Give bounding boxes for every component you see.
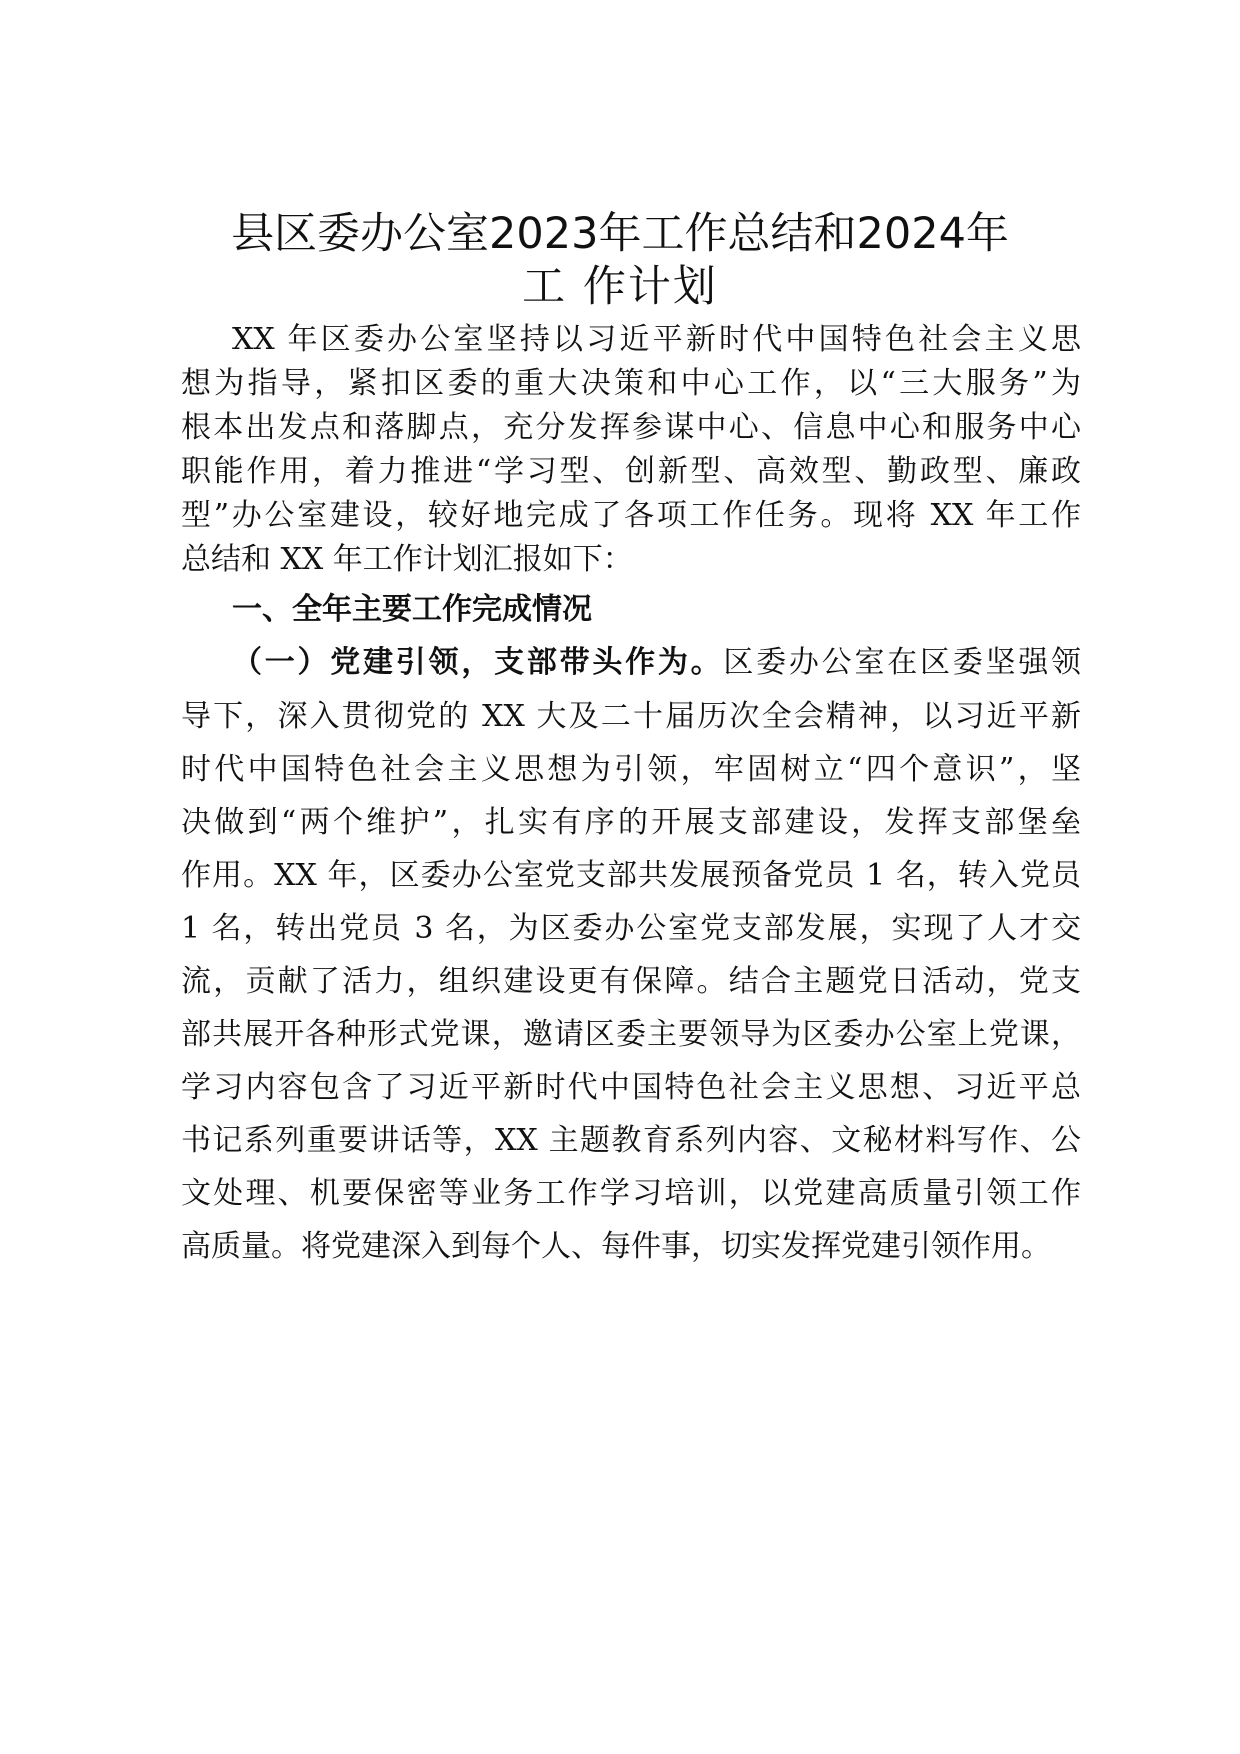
subsection-first-line-text: 区委办公室在区委坚强领 (723, 645, 1081, 680)
intro-paragraph-line: 想为指导，紧扣区委的重大决策和中心工作，以“三大服务”为 (181, 366, 1081, 401)
subsection-paragraph-line: 导下，深入贯彻党的 XX 大及二十届历次全会精神，以习近平新 (181, 699, 1081, 734)
subsection-paragraph-line: 文处理、机要保密等业务工作学习培训，以党建高质量引领工作 (181, 1176, 1081, 1211)
subsection-paragraph-line: 时代中国特色社会主义思想为引领，牢固树立“四个意识”，坚 (181, 752, 1081, 787)
subsection-paragraph-line: 1 名，转出党员 3 名，为区委办公室党支部发展，实现了人才交 (181, 911, 1081, 946)
subsection-paragraph-line: 决做到“两个维护”，扎实有序的开展支部建设，发挥支部堡垒 (181, 805, 1081, 840)
intro-paragraph-line: 型”办公室建设，较好地完成了各项工作任务。现将 XX 年工作 (181, 498, 1081, 533)
intro-paragraph-line: 职能作用，着力推进“学习型、创新型、高效型、勤政型、廉政 (181, 454, 1081, 489)
intro-paragraph-line: 根本出发点和落脚点，充分发挥参谋中心、信息中心和服务中心 (181, 410, 1081, 445)
subsection-paragraph-line: 部共展开各种形式党课，邀请区委主要领导为区委办公室上党课， (181, 1017, 1081, 1052)
subsection-title: （一）党建引领，支部带头作为。 (232, 645, 724, 680)
subsection-paragraph-line: 作用。XX 年，区委办公室党支部共发展预备党员 1 名，转入党员 (181, 858, 1081, 893)
section-heading: 一、全年主要工作完成情况 (232, 592, 592, 627)
document-title-line-2: 工 作计划 (522, 262, 718, 312)
subsection-first-line (232, 643, 1081, 683)
subsection-paragraph-line: 书记系列重要讲话等，XX 主题教育系列内容、文秘材料写作、公 (181, 1123, 1081, 1158)
intro-paragraph-line: 总结和 XX 年工作计划汇报如下： (181, 542, 633, 577)
subsection-paragraph-line: 高质量。将党建深入到每个人、每件事，切实发挥党建引领作用。 (181, 1229, 1051, 1264)
document-title-line-1: 县区委办公室2023年工作总结和2024年 (231, 209, 1009, 259)
subsection-paragraph-line: 流，贡献了活力，组织建设更有保障。结合主题党日活动，党支 (181, 964, 1081, 999)
intro-paragraph-line: XX 年区委办公室坚持以习近平新时代中国特色社会主义思 (232, 322, 1081, 357)
subsection-paragraph-line: 学习内容包含了习近平新时代中国特色社会主义思想、习近平总 (181, 1070, 1081, 1105)
